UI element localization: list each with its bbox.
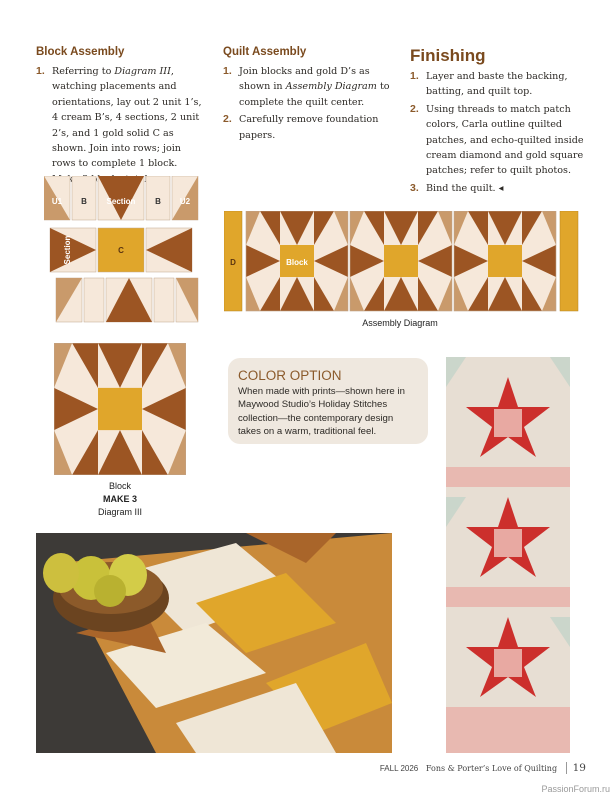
u1-label: U1 [51,197,63,206]
finishing-section [410,46,588,198]
quilt-assembly-step-2 [223,112,395,143]
d-label: D [230,258,236,267]
section-label: Section [63,235,72,265]
assembly-diagram-caption: Assembly Diagram [362,318,438,328]
quilt-block-3 [454,211,556,311]
table-runner-photo [36,533,392,753]
page-number: 19 [566,762,586,774]
step-number: 1. [36,65,45,77]
step-text: Carefully remove foundation papers. [239,114,379,141]
finishing-step-1 [410,69,588,100]
unit-1-patch [44,176,70,220]
finishing-heading: Finishing [410,46,486,65]
quilt-assembly-steps [223,64,395,143]
step-emphasis: Assembly Diagram [285,81,377,93]
quilt-assembly-heading: Quilt Assembly [223,46,307,58]
block-label: Block [286,258,308,267]
block-assembly-heading: Block Assembly [36,46,125,58]
step-text: Layer and baste the backing, batting, and quilt top. [426,71,568,98]
step-text: Referring to [52,66,115,77]
diagram-iii-line-1: Block [108,481,131,491]
diagram-iii-make-count: MAKE 3 [102,494,137,504]
step-emphasis: Diagram III [114,66,171,77]
c-label: C [118,246,124,255]
footer-issue: FALL 2026 [379,764,419,773]
block-assembly-diagram [44,176,200,324]
color-option-callout [228,358,428,444]
color-option-title: COLOR OPTION [238,368,342,383]
section-patch [98,176,144,220]
finishing-steps [410,69,588,196]
step-text: Join blocks and gold D’s as shown in [239,66,370,93]
assembly-diagram [224,211,580,313]
b-label: B [81,197,87,206]
finishing-step-2 [410,102,588,179]
block-assembly-steps [36,64,206,187]
holiday-prints-runner-photo [446,357,570,753]
finishing-step-3 [410,181,588,196]
block-assembly-section [36,46,206,189]
b-patch [146,176,170,220]
step-number: 3. [410,181,419,194]
page-footer [380,762,586,774]
step-number: 1. [410,70,419,82]
b-patch [72,176,96,220]
step-text: to complete the quilt center. [239,81,390,108]
d-strip-left [224,211,242,311]
step-number: 2. [223,113,232,126]
u2-label: U2 [179,197,191,206]
unit-2-patch [172,176,198,220]
block-assembly-step-1 [36,64,206,187]
color-option-text: When made with prints—shown here in Maywood Studio’s Holiday Stitches collection—the contemporary design takes on a warm, traditional feel. [238,386,405,438]
block-diagram-iii [54,343,186,475]
section-label: Section [106,197,136,206]
section-patch [50,228,96,272]
bottom-row-units [56,278,198,322]
d-strip-right [560,211,578,311]
step-number: 2. [410,102,419,115]
section-patch [146,228,192,272]
quilt-assembly-step-1 [223,64,395,110]
footer-magazine: Fons & Porter’s Love of Quilting [425,764,558,773]
b-label: B [155,197,161,206]
watermark: PassionForum.ru [541,784,610,794]
step-number: 1. [223,65,232,77]
quilt-block-2 [350,211,452,311]
diagram-iii-caption: Diagram III [97,507,142,517]
c-patch [98,228,144,272]
quilt-assembly-section [223,46,395,145]
step-text: Using threads to match patch colors, Carla outline quilted patches, and echo-quilted inside cream diamond and gold square patches; refer to quilt photos. [426,103,584,177]
step-text: , watching placements and orientations, lay out 2 unit 1’s, 4 cream B’s, 4 sections, 2 unit 2’s, and 1 gold solid C as shown. Join into rows; join rows to complete 1 block. [52,66,202,170]
step-text: Bind the quilt. ◂ [426,182,504,194]
